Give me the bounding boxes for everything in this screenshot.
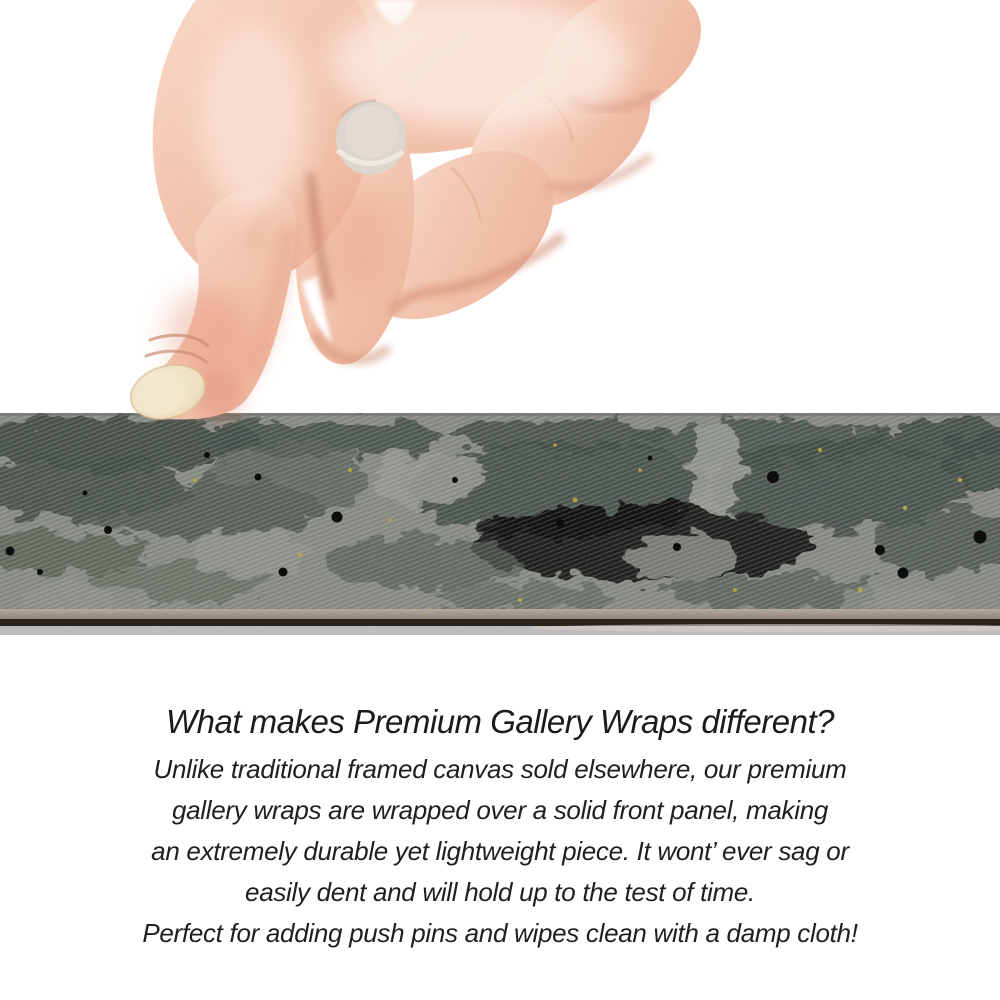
body-line: an extremely durable yet lightweight piece. It wont’ ever sag or	[151, 836, 849, 866]
canvas-edge-photo	[0, 413, 1000, 635]
canvas-grain	[0, 413, 1000, 615]
body-line: Perfect for adding push pins and wipes clean with a damp cloth!	[142, 918, 858, 948]
marketing-copy	[0, 702, 1000, 954]
fist	[124, 0, 724, 427]
canvas-texture	[0, 413, 1000, 632]
body-line: gallery wraps are wrapped over a solid front panel, making	[171, 795, 829, 825]
hand-photo	[0, 0, 1000, 432]
body-line: easily dent and will hold up to the test of time.	[245, 877, 755, 907]
body-line: Unlike traditional framed canvas sold elsewhere, our premium	[153, 754, 847, 784]
headline: What makes Premium Gallery Wraps different?	[165, 703, 835, 740]
